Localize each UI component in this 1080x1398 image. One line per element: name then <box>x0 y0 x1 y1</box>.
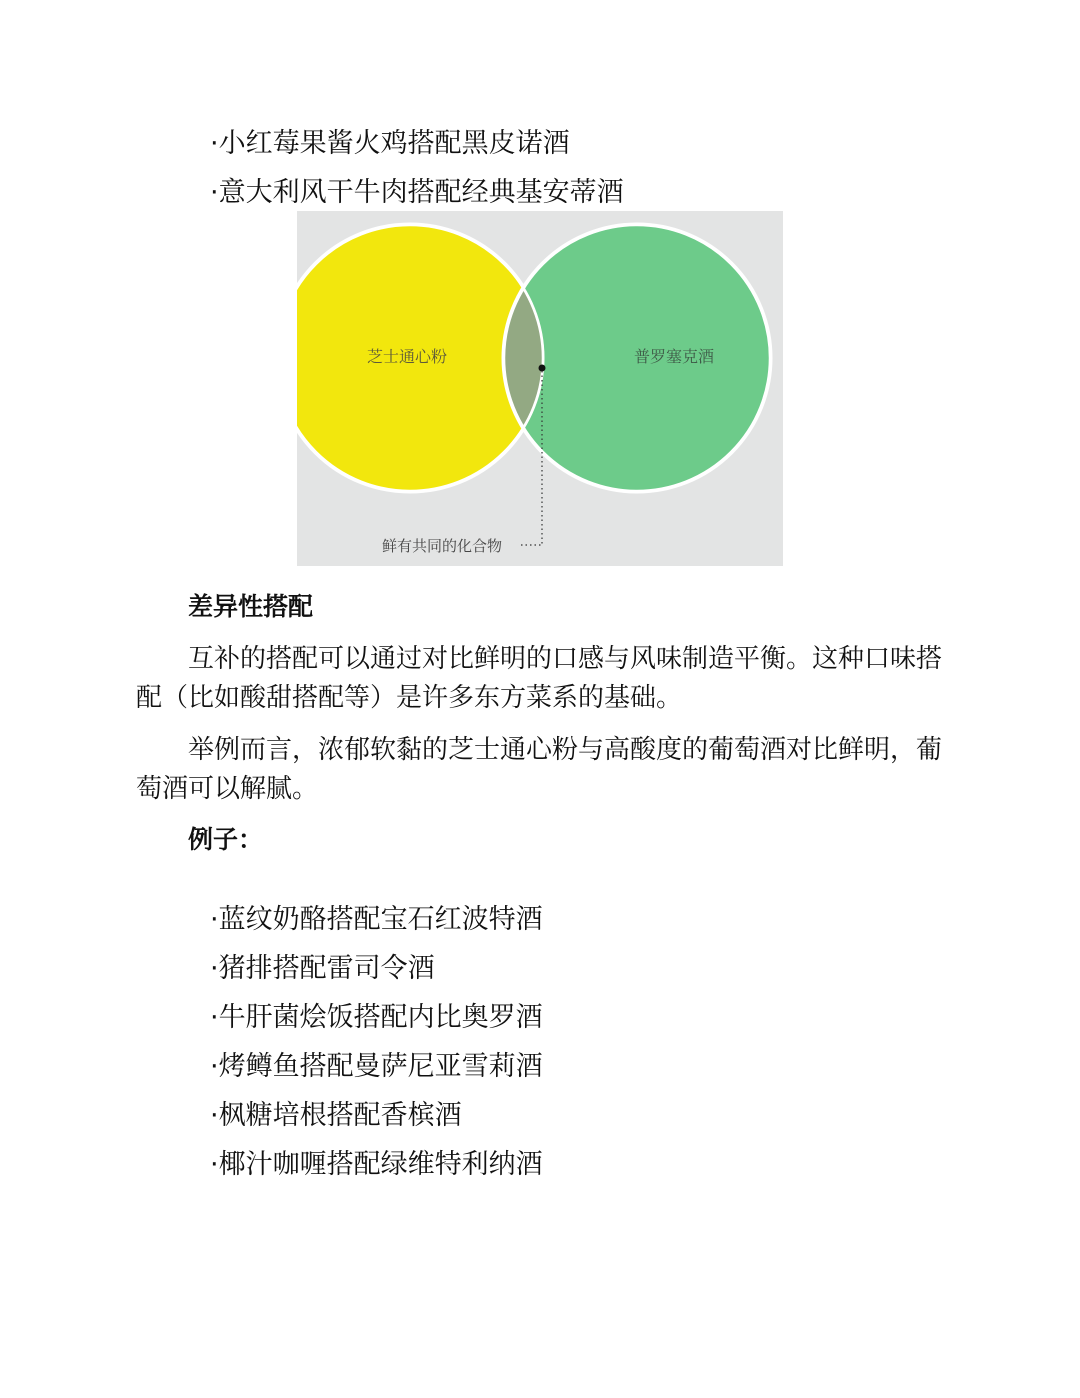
venn-svg <box>297 211 783 566</box>
venn-right-label: 普罗塞克酒 <box>633 347 715 366</box>
example-item: ·烤鳟鱼搭配曼萨尼亚雪莉酒 <box>210 1051 543 1082</box>
paragraph-1 <box>136 640 948 718</box>
example-item: ·牛肝菌烩饭搭配内比奥罗酒 <box>210 1002 543 1033</box>
venn-left-label: 芝士通心粉 <box>366 347 448 366</box>
section-title: 差异性搭配 <box>188 592 314 621</box>
overlap-label: 鲜有共同的化合物 <box>381 537 503 555</box>
example-item: ·椰汁咖喱搭配绿维特利纳酒 <box>210 1149 543 1180</box>
examples-title: 例子： <box>188 825 264 854</box>
paragraph-2 <box>136 731 948 809</box>
example-item: ·枫糖培根搭配香槟酒 <box>210 1100 462 1131</box>
paragraph-2-text: 举例而言，浓郁软黏的芝士通心粉与高酸度的葡萄酒对比鲜明，葡萄酒可以解腻。 <box>136 735 943 804</box>
paragraph-1-text: 互补的搭配可以通过对比鲜明的口感与风味制造平衡。这种口味搭配（比如酸甜搭配等）是许多东方菜系的基础。 <box>136 644 943 713</box>
venn-diagram <box>297 211 783 566</box>
overlap-marker-dot <box>539 365 546 372</box>
example-item: ·蓝纹奶酪搭配宝石红波特酒 <box>210 904 543 935</box>
top-example-item: ·小红莓果酱火鸡搭配黑皮诺酒 <box>210 128 570 159</box>
example-item: ·猪排搭配雷司令酒 <box>210 953 435 984</box>
top-example-item: ·意大利风干牛肉搭配经典基安蒂酒 <box>210 177 624 208</box>
